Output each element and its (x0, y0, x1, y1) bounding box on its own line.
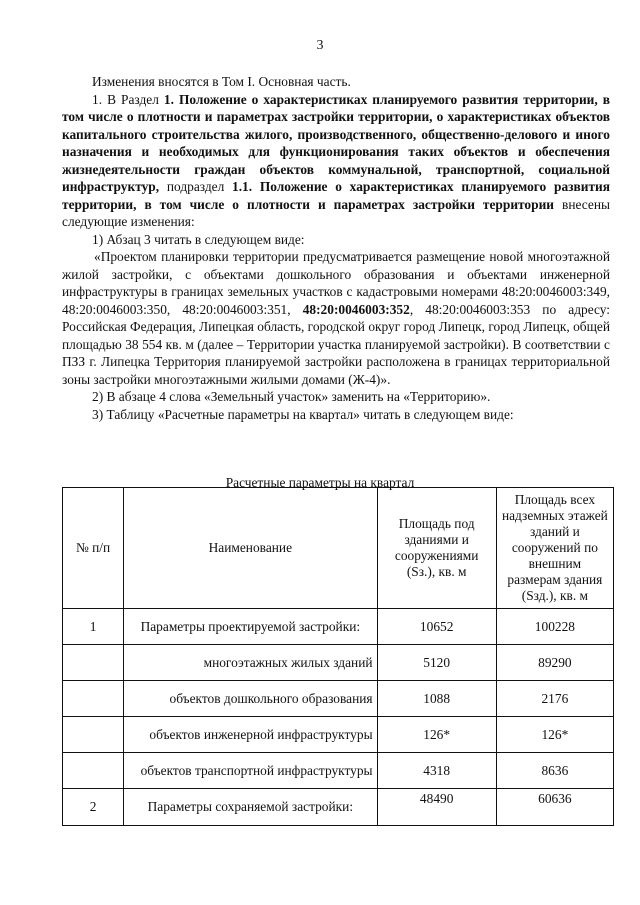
row-num (63, 717, 124, 753)
quote-part1: «Проектом планировки территории предусматривается размещение новой многоэтажной жилой застройки, с объектами дошкольного образования и объектами инженерной инфраструктуры в границах земельных участков с кадастровыми номерами 48:20:0046003:349, 48:20:0046003:350, 48:20:0046003:351, (62, 249, 610, 317)
intro-paragraph: Изменения вносятся в Том I. Основная часть. (92, 74, 351, 89)
row-num (63, 681, 124, 717)
table-row (63, 681, 614, 717)
table-row (63, 753, 614, 789)
subsection-title: 1.1. Положение о характеристиках планируемого развития территории, в том числе о плотности и параметрах застройки территории (62, 179, 611, 212)
item1-prefix: 1. В Раздел (92, 91, 164, 107)
page-number: 3 (316, 38, 324, 53)
table-caption: Расчетные параметры на квартал (225, 475, 415, 490)
quote-part2: , 48:20:0046003:353 по адресу: Российская Федерация, Липецкая область, городской округ город Липецк, город Липецк, общей площадью 38 554 кв. м (далее – Территории участка планируемой застройки). В соответствии с ПЗЗ г. Липецка Территория планируемой застройки расположена в границах территориальной зоны застройки многоэтажными жилыми домами (Ж-4)». (62, 301, 610, 387)
item1-paragraph (62, 91, 610, 231)
row-area-floors: 2176 (496, 681, 613, 717)
quote-bold-number: 48:20:0046003:352 (302, 301, 410, 317)
row-area-buildings: 48490 (377, 789, 496, 826)
row-name: объектов инженерной инфраструктуры (124, 717, 377, 753)
row-name: объектов дошкольного образования (124, 681, 377, 717)
subsection-word: подраздел (159, 179, 233, 194)
subitem-2: 2) В абзаце 4 слова «Земельный участок» заменить на «Территорию». (92, 389, 491, 404)
table-row (63, 789, 614, 826)
row-area-buildings: 10652 (377, 609, 496, 645)
table-header-row (63, 488, 614, 609)
row-num: 2 (63, 789, 124, 826)
table-row (63, 645, 614, 681)
row-area-floors: 126* (496, 717, 613, 753)
row-num (63, 753, 124, 789)
row-area-buildings: 5120 (377, 645, 496, 681)
subitem-3: 3) Таблицу «Расчетные параметры на квартал» читать в следующем виде: (92, 406, 514, 422)
header-num: № п/п (63, 488, 124, 609)
row-num: 1 (63, 609, 124, 645)
row-name: Параметры сохраняемой застройки: (124, 789, 377, 826)
row-area-floors: 89290 (496, 645, 613, 681)
quote-paragraph (62, 248, 610, 388)
table-row (63, 609, 614, 645)
row-area-floors: 8636 (496, 753, 613, 789)
row-area-buildings: 1088 (377, 681, 496, 717)
row-name: многоэтажных жилых зданий (124, 645, 377, 681)
header-area-floors: Площадь всех надземных этажей зданий и сооружений по внешним размерам здания (Sзд.), кв. м (496, 488, 613, 609)
row-num (63, 645, 124, 681)
header-area-buildings: Площадь под зданиями и сооружениями (Sз.), кв. м (377, 488, 496, 609)
body-text (62, 73, 610, 423)
row-area-buildings: 126* (377, 717, 496, 753)
section-title: 1. Положение о характеристиках планируемого развития территории, в том числе о плотности и параметрах застройки территории, о характеристиках объектов капитального строительства жилого, производственного, общественно-делового и иного назначения и необходимых для функционирования таких объектов и обеспечения жизнедеятельности граждан объектов коммунальной, транспортной, социальной инфраструктур, (62, 91, 610, 194)
item1-suffix: внесены следующие изменения: (62, 196, 610, 229)
row-area-floors: 60636 (496, 789, 613, 826)
row-name: Параметры проектируемой застройки: (124, 609, 377, 645)
row-name: объектов транспортной инфраструктуры (124, 753, 377, 789)
row-area-buildings: 4318 (377, 753, 496, 789)
row-area-floors: 100228 (496, 609, 613, 645)
header-name: Наименование (124, 488, 377, 609)
subitem-1: 1) Абзац 3 читать в следующем виде: (92, 231, 305, 247)
parameters-table (62, 487, 614, 826)
table-row (63, 717, 614, 753)
